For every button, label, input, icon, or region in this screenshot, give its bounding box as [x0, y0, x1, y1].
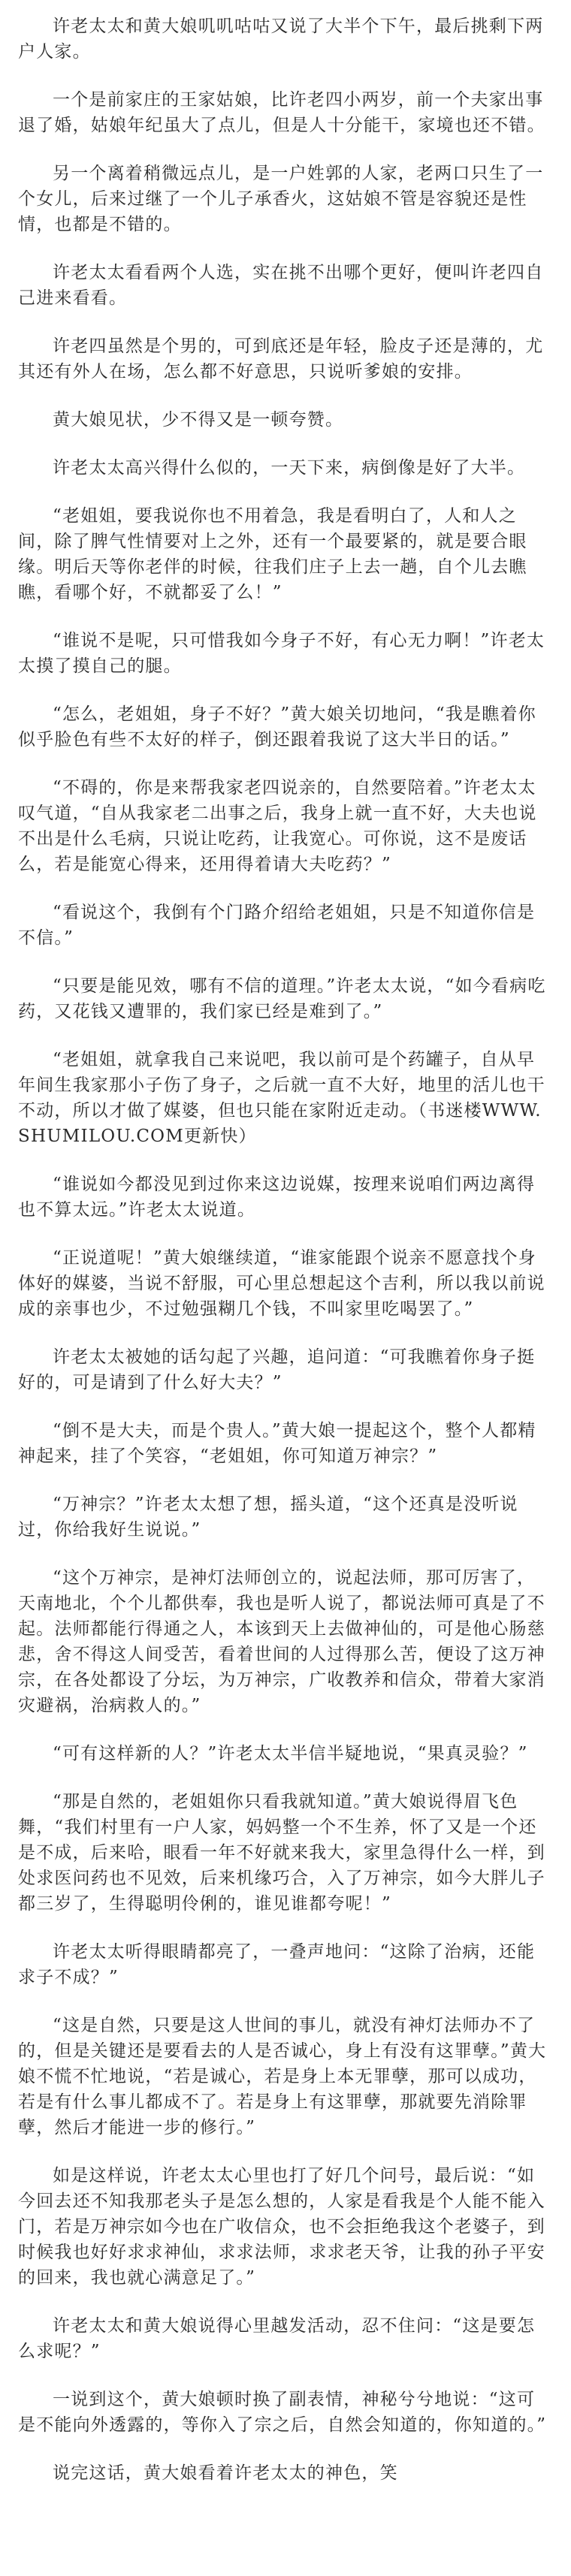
paragraph: “这个万神宗，是神灯法师创立的，说起法师，那可厉害了，天南地北，个个儿都供奉，我也是听人说了，都说法师可真是了不起。法师都能行得通之人，本该到天上去做神仙的，可是他心肠慈悲，舍不得这人间受苦，看着世间的人过得那么苦，便设了这万神宗，在各处都设了分坛，为万神宗，广收教养和信众，带着大家消灾避祸，治病救人的。” — [18, 1568, 545, 1715]
paragraph: 许老太太听得眼睛都亮了，一叠声地问：“这除了治病，还能求子不成？” — [18, 1942, 536, 1987]
paragraph: 许老太太和黄大娘说得心里越发活动，忍不住问：“这是要怎么求呢？” — [18, 2316, 536, 2361]
paragraph: 另一个离着稍微远点儿，是一户姓郭的人家，老两口只生了一个女儿，后来过继了一个儿子承香火，这姑娘不管是容貌还是性情，也都是不错的。 — [18, 164, 544, 234]
paragraph: 一说到这个，黄大娘顿时换了副表情，神秘兮兮地说：“这可是不能向外透露的，等你入了宗之后，自然会知道的，你知道的。” — [18, 2390, 547, 2435]
paragraph: “这是自然，只要是这人世间的事儿，就没有神灯法师办不了的，但是关键还是要看去的人是否诚心，身上有没有这罪孽。”黄大娘不慌不忙地说，“若是诚心，若是身上本无罪孽，那可以成功，若是有什么事儿都成不了。若是身上有这罪孽，那就要先消除罪孽，然后才能进一步的修行。” — [18, 2016, 547, 2137]
paragraph: “谁说不是呢，只可惜我如今身子不好，有心无力啊！”许老太太摸了摸自己的腿。 — [18, 631, 545, 676]
paragraph: “万神宗？”许老太太想了想，摇头道，“这个还真是没听说过，你给我好生说说。” — [18, 1495, 518, 1540]
paragraph: “谁说如今都没见到过你来这边说媒，按理来说咱们两边离得也不算太远。”许老太太说道。 — [18, 1175, 536, 1220]
paragraph: 一个是前家庄的王家姑娘，比许老四小两岁，前一个夫家出事退了婚，姑娘年纪虽大了点儿，但是人十分能干，家境也还不错。 — [18, 90, 545, 135]
paragraph: 许老太太看看两个人选，实在挑不出哪个更好，便叫许老四自己进来看看。 — [18, 263, 544, 308]
paragraph: 许老四虽然是个男的，可到底还是年轻，脸皮子还是薄的，尤其还有外人在场，怎么都不好意思，只说听爹娘的安排。 — [18, 336, 544, 382]
paragraph: “正说道呢！”黄大娘继续道，“谁家能跟个说亲不愿意找个身体好的媒婆，当说不舒服，可心里总想起这个吉利，所以我以前说成的亲事也少，不过勉强糊几个钱，不叫家里吃喝罢了。” — [18, 1248, 545, 1319]
paragraph: “怎么，老姐姐，身子不好？”黄大娘关切地问，“我是瞧着你似乎脸色有些不太好的样子，倒还跟着我说了这大半日的话。” — [18, 704, 536, 750]
paragraph: 许老太太被她的话勾起了兴趣，追问道：“可我瞧着你身子挺好的，可是请到了什么好大夫？” — [18, 1347, 536, 1392]
paragraph: “看说这个，我倒有个门路介绍给老姐姐，只是不知道你信是不信。” — [18, 903, 536, 948]
paragraph: “不碍的，你是来帮我家老四说亲的，自然要陪着。”许老太太叹气道，“自从我家老二出事之后，我身上就一直不好，大夫也说不出是什么毛病，只说让吃药，让我宽心。可你说，这不是废话么，若是能宽心得来，还用得着请大夫吃药？” — [18, 778, 537, 874]
paragraph: “倒不是大夫，而是个贵人。”黄大娘一提起这个，整个人都精神起来，挂了个笑容，“老姐姐，你可知道万神宗？” — [18, 1421, 536, 1466]
paragraph: 许老太太和黄大娘叽叽咕咕又说了大半个下午，最后挑剩下两户人家。 — [18, 17, 544, 62]
paragraph: 如是这样说，许老太太心里也打了好几个问号，最后说：“如今回去还不知我那老头子是怎么想的，人家是看我是个人能不能入门，若是万神宗如今也在广收信众，也不会拒绝我这个老婆子，到时候我也好好求求神仙，求求法师，求求老天爷，让我的孙子平安的回来，我也就心满意足了。” — [18, 2166, 545, 2288]
paragraph: 许老太太高兴得什么似的，一天下来，病倒像是好了大半。 — [53, 458, 526, 478]
paragraph: “可有这样新的人？”许老太太半信半疑地说，“果真灵验？” — [53, 1744, 528, 1763]
paragraph: 说完这话，黄大娘看着许老太太的神色，笑 — [53, 2463, 398, 2483]
paragraph: 黄大娘见状，少不得又是一顿夸赞。 — [53, 410, 344, 430]
paragraph: “只要是能见效，哪有不信的道理。”许老太太说，“如今看病吃药，又花钱又遭罪的，我们家已经是难到了。” — [18, 976, 546, 1021]
paragraph: “老姐姐，就拿我自己来说吧，我以前可是个药罐子，自从早年间生我家那小子伤了身子，之后就一直不大好，地里的活儿也干不动，所以才做了媒婆，但也只能在家附近走动。（书迷楼WWW.SHUMILOU.COM更新快） — [18, 1050, 545, 1146]
paragraph: “老姐姐，要我说你也不用着急，我是看明白了，人和人之间，除了脾气性情要对上之外，还有一个最要紧的，就是要合眼缘。明后天等你老伴的时候，往我们庄子上去一趟，自个儿去瞧瞧，看哪个好，不就都妥了么！” — [18, 506, 527, 602]
paragraph: “那是自然的，老姐姐你只看我就知道。”黄大娘说得眉飞色舞，“我们村里有一户人家，妈妈整一个不生养，怀了又是一个还是不成，后来哈，眼看一年不好就来我大，家里急得什么一样，到处求医问药也不见效，后来机缘巧合，入了万神宗，如今大胖儿子都三岁了，生得聪明伶俐的，谁见谁都夸呢！” — [18, 1792, 545, 1914]
